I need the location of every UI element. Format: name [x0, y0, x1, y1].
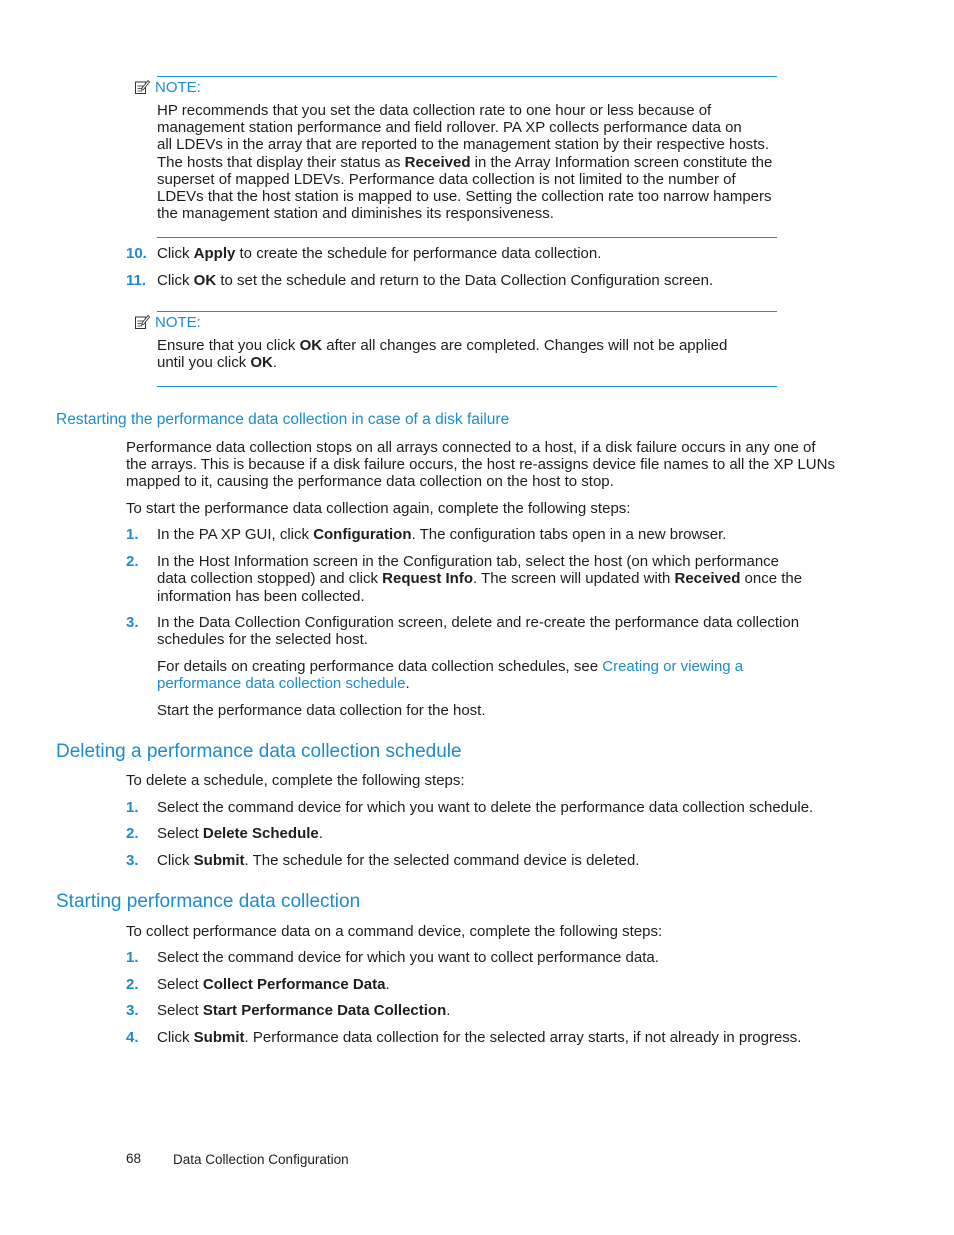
text-run: Select	[157, 1002, 203, 1019]
step-text	[157, 976, 390, 993]
restart-lead: To start the performance data collection again, complete the following steps:	[126, 500, 631, 517]
text-run: .	[385, 976, 390, 993]
start-lead: To collect performance data on a command device, complete the following steps:	[126, 923, 663, 940]
step-number: 1.	[126, 526, 139, 543]
text-run: Select	[157, 976, 203, 993]
note-line: Ensure that you click OK after all changes are completed. Changes will not be applied	[157, 337, 728, 354]
note-pencil-icon	[134, 79, 150, 95]
note-line: LDEVs that the host station is mapped to use. Setting the collection rate too narrow hampers	[157, 188, 772, 205]
note-top-rule	[157, 311, 777, 312]
creating-schedule-link[interactable]: Creating or viewing a	[602, 658, 744, 675]
note-line: all LDEVs in the array that are reported to the management station by their respective hosts.	[157, 136, 769, 154]
text-run: Click	[157, 245, 194, 262]
note-line	[157, 154, 772, 171]
step-number: 1.	[126, 799, 139, 816]
step-number: 3.	[126, 1002, 139, 1019]
step-number: 2.	[126, 825, 139, 842]
step-number: 11.	[126, 272, 147, 289]
text-run: Click	[157, 852, 194, 869]
note-header	[134, 77, 201, 97]
note-pencil-icon	[134, 314, 150, 330]
details-final: Start the performance data collection for the host.	[157, 702, 486, 719]
step-text: schedules for the selected host.	[157, 631, 368, 648]
section-heading-restarting: Restarting the performance data collection in case of a disk failure	[56, 411, 510, 428]
bold-term: Start Performance Data Collection	[202, 1002, 447, 1019]
text-run: . The schedule for the selected command device is deleted.	[244, 852, 640, 869]
delete-lead: To delete a schedule, complete the following steps:	[126, 772, 465, 789]
text-run: Select the command device for which you want to delete the performance data collection schedule.	[157, 799, 814, 816]
text-run: .	[318, 825, 323, 842]
step-text: In the PA XP GUI, click Configuration. The configuration tabs open in a new browser.	[157, 526, 727, 543]
page-number: 68	[126, 1151, 142, 1166]
details-text: performance data collection schedule.	[157, 675, 410, 692]
note-line: superset of mapped LDEVs. Performance data collection is not limited to the number of	[157, 170, 736, 188]
step-text: information has been collected.	[157, 588, 365, 605]
step-text	[157, 1002, 450, 1019]
text-run: The hosts that display their status as	[157, 153, 405, 171]
creating-schedule-link[interactable]: performance data collection schedule	[157, 675, 406, 692]
text-run: to create the schedule for performance data collection.	[235, 245, 602, 262]
intro-line: the arrays. This is because if a disk failure occurs, the host re-assigns device file names to all the XP LUNs	[126, 456, 835, 474]
step-number: 2.	[126, 553, 139, 570]
note-header	[134, 312, 201, 332]
details-text: For details on creating performance data collection schedules, see Creating or viewing a	[157, 658, 744, 675]
step-text: data collection stopped) and click Request Info. The screen will updated with Received once the	[157, 570, 803, 587]
text-run: Click	[157, 272, 194, 289]
text-run: Click	[157, 1029, 194, 1046]
text-run: .	[446, 1002, 451, 1019]
text-run: to set the schedule and return to the Data Collection Configuration screen.	[216, 272, 714, 289]
step-text	[157, 272, 713, 289]
bold-term: Submit	[193, 852, 245, 869]
step-number: 10.	[126, 245, 147, 262]
bold-term: Collect Performance Data	[202, 976, 386, 993]
note-label: NOTE:	[155, 313, 201, 331]
bold-term: Delete Schedule	[202, 825, 319, 842]
text-run: Select	[157, 825, 203, 842]
step-number: 3.	[126, 614, 139, 631]
text-run: . Performance data collection for the selected array starts, if not already in progress.	[244, 1029, 802, 1046]
note-label: NOTE:	[155, 78, 201, 96]
step-text	[157, 949, 659, 966]
section-heading-deleting: Deleting a performance data collection schedule	[56, 741, 462, 762]
step-number: 1.	[126, 949, 139, 966]
intro-line: Performance data collection stops on all arrays connected to a host, if a disk failure occurs in any one of	[126, 439, 816, 456]
step-text: In the Data Collection Configuration screen, delete and re-create the performance data collection	[157, 614, 800, 631]
bold-term: Apply	[193, 245, 236, 262]
note-line: the management station and diminishes its responsiveness.	[157, 205, 554, 223]
step-text: In the Host Information screen in the Configuration tab, select the host (on which performance	[157, 553, 780, 570]
step-text	[157, 1029, 801, 1046]
section-heading-starting: Starting performance data collection	[56, 891, 361, 912]
step-text	[157, 825, 323, 842]
step-text	[157, 852, 639, 869]
note-top-rule	[157, 76, 777, 77]
note-line: until you click OK.	[157, 354, 278, 371]
step-number: 4.	[126, 1029, 139, 1046]
step-number: 3.	[126, 852, 139, 869]
step-text	[157, 799, 813, 816]
bold-term: Submit	[193, 1029, 245, 1046]
note-bottom-rule	[157, 237, 777, 238]
note-line: HP recommends that you set the data collection rate to one hour or less because of	[157, 102, 712, 119]
text-run: Select the command device for which you want to collect performance data.	[157, 949, 659, 966]
footer-title: Data Collection Configuration	[173, 1152, 349, 1167]
bold-term: OK	[193, 272, 217, 289]
step-text	[157, 245, 601, 262]
step-number: 2.	[126, 976, 139, 993]
note-line: management station performance and field rollover. PA XP collects performance data on	[157, 119, 742, 137]
bold-term: Received	[404, 153, 471, 171]
intro-line: mapped to it, causing the performance data collection on the host to stop.	[126, 473, 614, 491]
note-bottom-rule	[157, 386, 777, 387]
text-run: in the Array Information screen constitute the	[470, 153, 773, 171]
